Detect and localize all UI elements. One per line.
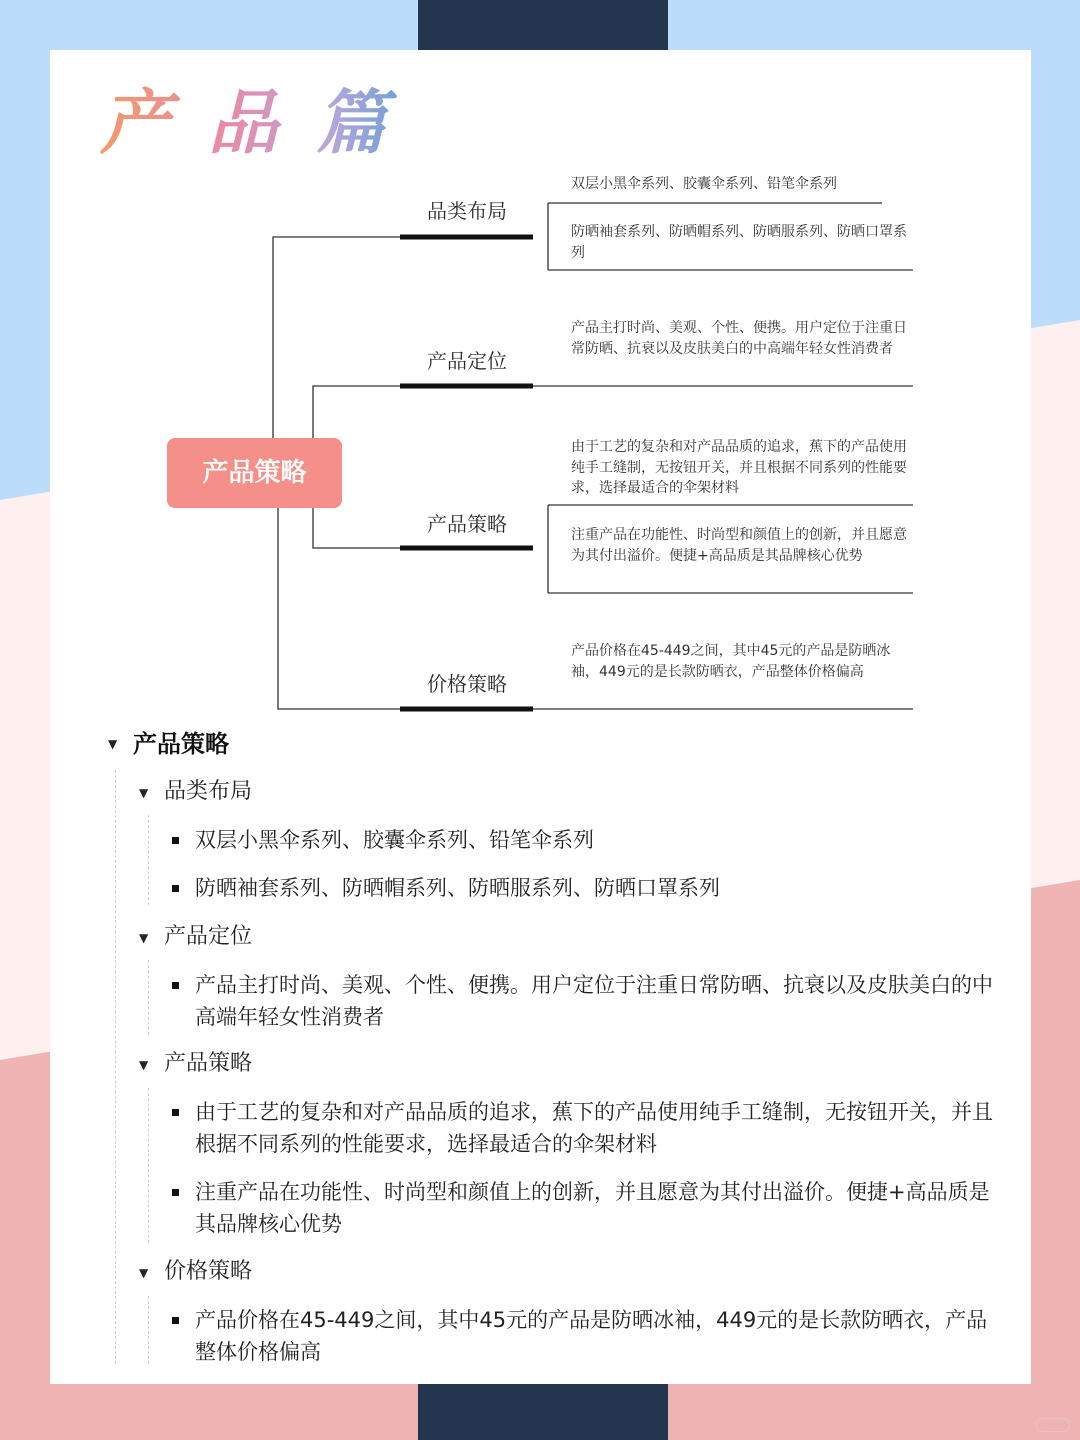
outline-guide-line: [115, 770, 116, 1364]
leaf-category-1: 双层小黑伞系列、胶囊伞系列、铅笔伞系列: [571, 176, 837, 192]
page-title: 产品篇: [100, 78, 424, 168]
outline-section-category: 品类布局: [164, 779, 253, 804]
branch-price-strategy: 价格策略: [427, 672, 507, 696]
branch-product-positioning: 产品定位: [427, 349, 507, 373]
outline-guide-line: [148, 960, 149, 1035]
outline-guide-line: [148, 1296, 149, 1364]
outline-item: 产品价格在45-449之间，其中45元的产品是防晒冰袖，449元的是长款防晒衣，产品整体价格偏高: [195, 1308, 988, 1364]
branch-category-layout: 品类布局: [427, 199, 507, 223]
collapse-triangle-icon[interactable]: ▼: [139, 786, 149, 800]
branch-product-strategy: 产品策略: [427, 512, 507, 536]
bullet-icon: [172, 885, 179, 892]
outline-item: 双层小黑伞系列、胶囊伞系列、铅笔伞系列: [195, 828, 594, 852]
leaf-category-2: 防晒袖套系列、防晒帽系列、防晒服系列、防晒口罩系列: [571, 224, 907, 261]
outline-item: 产品主打时尚、美观、个性、便携。用户定位于注重日常防晒、抗衰以及皮肤美白的中高端年轻女性消费者: [195, 973, 993, 1029]
outline-section-price: 价格策略: [164, 1259, 253, 1284]
bullet-icon: [172, 982, 179, 989]
bullet-icon: [172, 837, 179, 844]
leaf-positioning-1: 产品主打时尚、美观、个性、便携。用户定位于注重日常防晒、抗衰以及皮肤美白的中高端年轻女性消费者: [571, 320, 907, 357]
collapse-triangle-icon[interactable]: ▼: [139, 931, 149, 945]
outline-item: 由于工艺的复杂和对产品品质的追求，蕉下的产品使用纯手工缝制，无按钮开关，并且根据不同系列的性能要求，选择最适合的伞架材料: [195, 1100, 993, 1156]
outline-item: 防晒袖套系列、防晒帽系列、防晒服系列、防晒口罩系列: [195, 876, 720, 900]
leaf-strategy-1: 由于工艺的复杂和对产品品质的追求，蕉下的产品使用纯手工缝制，无按钮开关，并且根据不同系列的性能要求，选择最适合的伞架材料: [571, 439, 907, 496]
bullet-icon: [172, 1317, 179, 1324]
mindmap-root-node: 产品策略: [167, 438, 342, 508]
outline-guide-line: [148, 815, 149, 905]
outline-section-positioning: 产品定位: [164, 924, 253, 949]
leaf-price-1: 产品价格在45-449之间，其中45元的产品是防晒冰袖，449元的是长款防晒衣，产品整体价格偏高: [571, 643, 891, 680]
collapse-triangle-icon[interactable]: ▼: [139, 1058, 149, 1072]
outline-heading: 产品策略: [133, 730, 229, 758]
bullet-icon: [172, 1109, 179, 1116]
watermark-badge: [1036, 1418, 1070, 1432]
outline-section-strategy: 产品策略: [164, 1051, 253, 1076]
outline-guide-line: [148, 1088, 149, 1243]
bullet-icon: [172, 1189, 179, 1196]
leaf-strategy-2: 注重产品在功能性、时尚型和颜值上的创新，并且愿意为其付出溢价。便捷+高品质是其品牌核心优势: [571, 527, 907, 564]
collapse-triangle-icon[interactable]: ▼: [139, 1266, 149, 1280]
collapse-triangle-icon[interactable]: ▼: [108, 737, 118, 751]
outline-item: 注重产品在功能性、时尚型和颜值上的创新，并且愿意为其付出溢价。便捷+高品质是其品牌核心优势: [195, 1180, 990, 1236]
